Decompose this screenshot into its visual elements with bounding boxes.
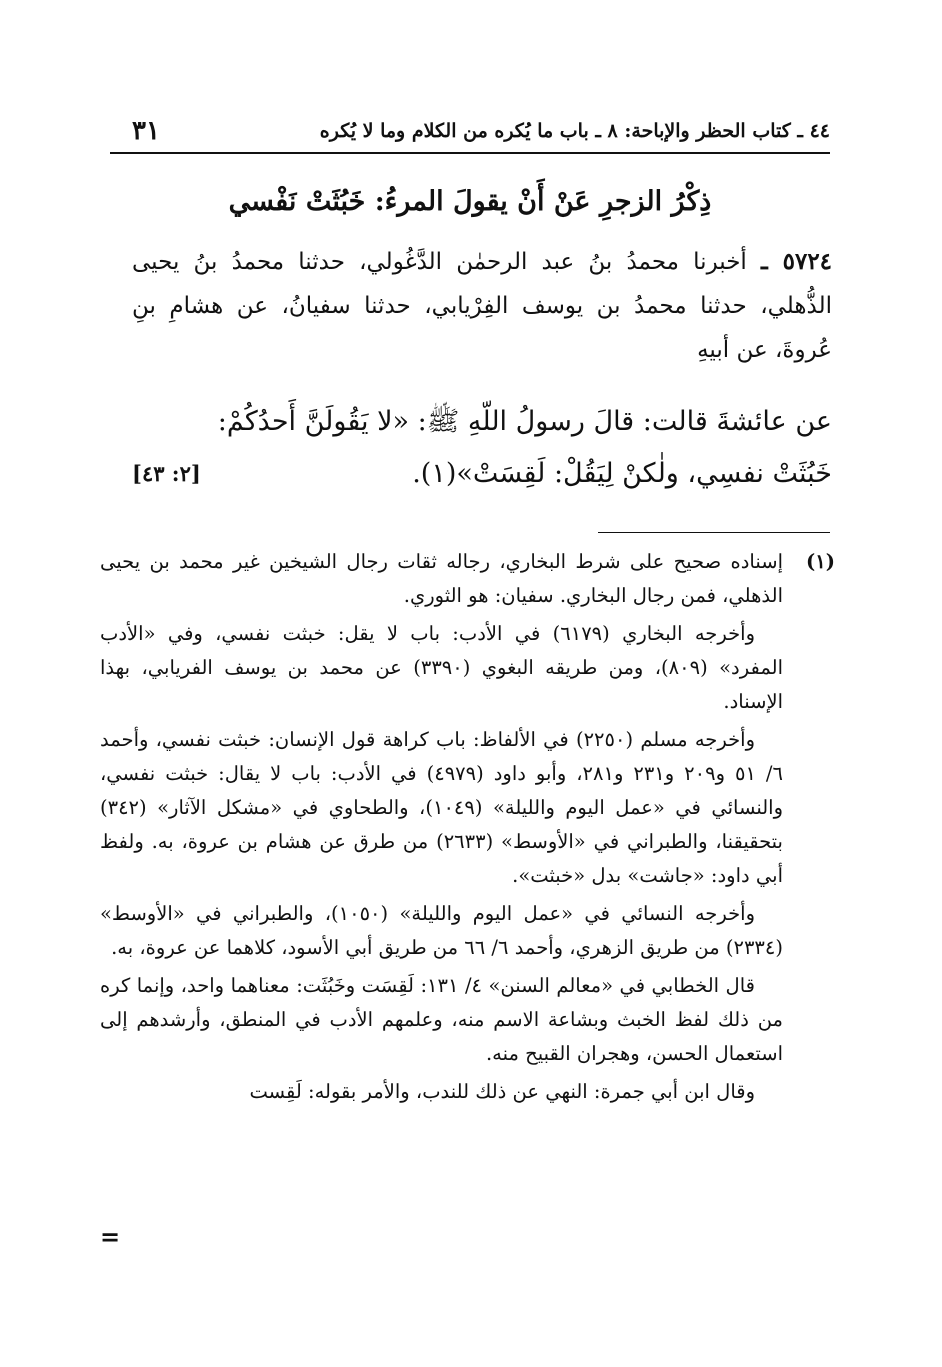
chapter-title: ذِكْرُ الزجرِ عَنْ أَنْ يقولَ المرءُ: خَبُثَتْ نَفْسي [228, 186, 712, 217]
matn-line-2-wrap [132, 448, 832, 500]
footnote-paragraph: قال الخطابي في «معالم السنن» ٤/ ١٣١: لَقِسَت وخَبُثَت: معناهما واحد، وإنما كره من ذلك لفظ الخبث وبشاعة الاسم منه، وعلمهم الأدب في المنطق، وأرشدهم إلى استعمال الحسن، وهجران القبيح منه. [100, 974, 783, 1065]
footnotes [100, 545, 835, 1113]
page-number: ٣١ [132, 116, 160, 146]
footnote-paragraph: إسناده صحيح على شرط البخاري، رجاله ثقات رجال الشيخين غير محمد بن يحيى الذهلي، فمن رجال البخاري. سفيان: هو الثوري. [100, 550, 783, 607]
footnote-1 [100, 545, 835, 1109]
footnote-paragraph: وأخرجه مسلم (٢٢٥٠) في الألفاظ: باب كراهة قول الإنسان: خبثت نفسي، وأحمد ٦/ ٥١ و٢٠٩ و٢٣١ و٢٨١، وأبو داود (٤٩٧٩) في الأدب: باب لا يقال: خبثت نفسي، والنسائي في «عمل اليوم والليلة» (١٠٤٩)، والطحاوي في «مشكل الآثار» (٣٤٢) بتحقيقنا، والطبراني في «الأوسط» (٢٦٣٣) من طرق عن هشام بن عروة، به. ولفظ أبي داود: «جاشت» بدل «خبثت». [100, 728, 783, 887]
footnote-separator [598, 532, 830, 533]
matn-line-1: عن عائشةَ قالت: قالَ رسولُ اللّهِ ﷺ: «لا يَقُولَنَّ أَحدُكُمْ: [217, 406, 832, 437]
continuation-mark: = [100, 1222, 121, 1251]
isnad-text: أخبرنا محمدُ بنُ عبد الرحمٰن الدَّغُولي، حدثنا محمدُ بنُ يحيى الذُّهلي، حدثنا محمدُ بن يوسف الفِرْيابي، حدثنا سفيانُ، عن هشامِ بنِ عُروةَ، عن أبيهِ [132, 249, 832, 363]
footnote-paragraph: وأخرجه البخاري (٦١٧٩) في الأدب: باب لا يقل: خبثت نفسي، وفي «الأدب المفرد» (٨٠٩)، ومن طريقه البغوي (٣٣٩٠) عن محمد بن يوسف الفريابي، بهذا الإسناد. [100, 622, 783, 713]
hadith-reference: [٢: ٤٣] [132, 461, 201, 486]
hadith-matn [132, 396, 832, 500]
hadith-number: ٥٧٢٤ ـ [761, 248, 833, 275]
footnote-marker: (١) [806, 550, 835, 573]
footnote-paragraph: وقال ابن أبي جمرة: النهي عن ذلك للندب، والأمر بقوله: لَقِست [249, 1080, 755, 1103]
hadith-isnad [132, 240, 832, 372]
matn-line-2: خَبُثَتْ نفسِي، ولٰكنْ لِيَقُلْ: لَقِسَتْ»(١). [412, 458, 832, 489]
footnote-paragraph: وأخرجه النسائي في «عمل اليوم والليلة» (١٠٥٠)، والطبراني في «الأوسط» (٢٣٣٤) من طريق الزهري، وأحمد ٦/ ٦٦ من طريق أبي الأسود، كلاهما عن عروة، به. [100, 902, 783, 959]
running-head: ٤٤ ـ كتاب الحظر والإباحة: ٨ ـ باب ما يُكره من الكلام وما لا يُكره [319, 120, 830, 142]
page-header [110, 112, 830, 152]
header-rule [110, 152, 830, 154]
